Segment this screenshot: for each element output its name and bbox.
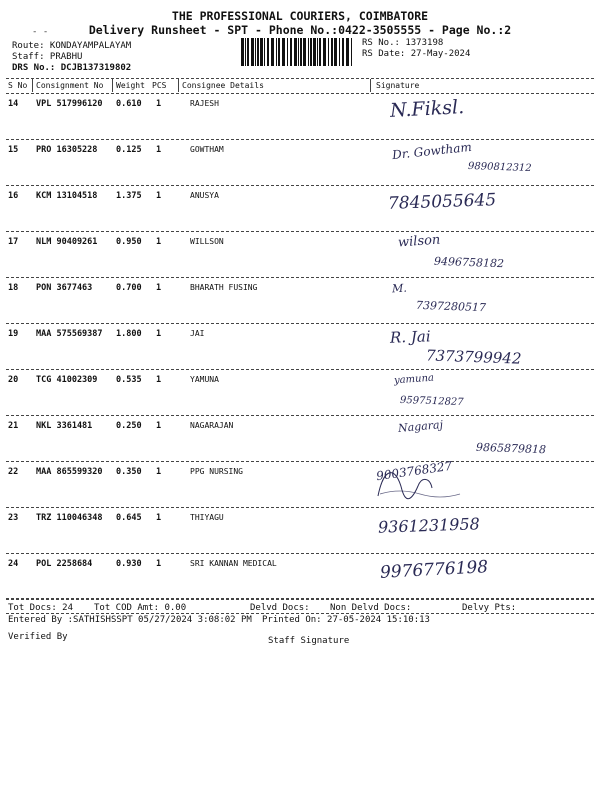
barcode-bar (241, 38, 244, 66)
signature-stroke-icon (370, 462, 594, 508)
handwritten-signature: 7845055645 (387, 190, 497, 214)
signature-stroke-icon (370, 186, 594, 232)
row-consignee-name: BHARATH FUSING (190, 283, 258, 292)
signature-area (370, 186, 594, 232)
barcode-bar (298, 38, 299, 66)
total-cod-amount: Tot COD Amt: 0.00 (94, 603, 187, 613)
printed-on: Printed On: 27-05-2024 15:10:13 (262, 615, 430, 625)
row-consignee-name: RAJESH (190, 99, 219, 108)
row-consignee-name: SRI KANNAN MEDICAL (190, 559, 277, 568)
row-weight: 0.610 (116, 99, 142, 109)
row-pcs: 1 (156, 513, 162, 523)
column-divider (112, 79, 113, 92)
row-serial-number: 16 (8, 191, 19, 201)
row-weight: 0.950 (116, 237, 142, 247)
handwritten-signature: yamuna (393, 372, 435, 387)
col-header-consignee: Consignee Details (182, 81, 264, 90)
col-header-sno: S No (8, 81, 28, 90)
barcode-bar (317, 38, 318, 66)
table-row (0, 416, 600, 462)
handwritten-signature: R. Jai (389, 327, 431, 347)
row-pcs: 1 (156, 467, 162, 477)
barcode-bar (331, 38, 333, 66)
handwritten-signature: N.Fiksl. (389, 96, 465, 122)
handwritten-signature: Nagaraj (397, 418, 444, 435)
barcode-bar (271, 38, 274, 66)
signature-stroke-icon (370, 416, 594, 462)
handwritten-signature: Dr. Gowtham (391, 139, 473, 163)
signature-stroke-icon (370, 278, 594, 324)
row-weight: 1.800 (116, 329, 142, 339)
row-weight: 0.250 (116, 421, 142, 431)
signature-area (370, 508, 594, 554)
handwritten-phone-number: 9597512827 (399, 394, 464, 409)
rs-date: RS Date: 27-May-2024 (362, 49, 471, 59)
route-label: Route: KONDAYAMPALAYAM (12, 41, 132, 51)
row-consignee-name: GOWTHAM (190, 145, 224, 154)
signature-area (370, 554, 594, 600)
barcode-bar (294, 38, 297, 66)
drs-number: DRS No.: DCJB137319802 (12, 63, 132, 73)
handwritten-signature: 9003768327 (375, 458, 453, 484)
row-consignment-number: NLM 90409261 (36, 237, 98, 247)
row-serial-number: 20 (8, 375, 19, 385)
barcode-bar (323, 38, 326, 66)
company-title: THE PROFESSIONAL COURIERS, COIMBATORE (171, 9, 429, 23)
barcode-bar (264, 38, 265, 66)
barcode-bar (287, 38, 288, 66)
footer-mid-rule (6, 613, 594, 614)
handwritten-signature: 9976776198 (379, 557, 489, 583)
row-pcs: 1 (156, 559, 162, 569)
row-consignment-number: PON 3677463 (36, 283, 93, 293)
barcode-bar (257, 38, 259, 66)
table-row (0, 324, 600, 370)
signature-stroke-icon (370, 508, 594, 554)
staff-label: Staff: PRABHU (12, 52, 83, 62)
row-consignment-number: PRO 16305228 (36, 145, 98, 155)
footer-top-rule (6, 598, 594, 599)
delivery-points: Delvy Pts: (462, 603, 517, 613)
row-serial-number: 19 (8, 329, 19, 339)
row-weight: 1.375 (116, 191, 142, 201)
signature-area (370, 416, 594, 462)
barcode-bar (267, 38, 269, 66)
column-divider (178, 79, 179, 92)
barcode-bar (278, 38, 280, 66)
rs-number: RS No.: 1373198 (362, 38, 444, 48)
barcode-bar (313, 38, 316, 66)
header-dashes: - - (32, 27, 49, 37)
col-header-weight: Weight (116, 81, 145, 90)
row-serial-number: 22 (8, 467, 19, 477)
row-consignment-number: KCM 13104518 (36, 191, 98, 201)
row-weight: 0.350 (116, 467, 142, 477)
row-pcs: 1 (156, 375, 162, 385)
verified-by: Verified By (8, 632, 68, 642)
signature-area (370, 370, 594, 416)
table-row (0, 370, 600, 416)
row-consignee-name: YAMUNA (190, 375, 219, 384)
row-consignee-name: THIYAGU (190, 513, 224, 522)
row-weight: 0.535 (116, 375, 142, 385)
signature-stroke-icon (370, 94, 594, 140)
signature-area (370, 232, 594, 278)
barcode-bar (276, 38, 277, 66)
barcode-bar (308, 38, 309, 66)
barcode-bar (245, 38, 246, 66)
row-consignee-name: ANUSYA (190, 191, 219, 200)
row-consignee-name: PPG NURSING (190, 467, 243, 476)
entered-by: Entered By :SATHISHSSPT 05/27/2024 3:08:02 PM (8, 615, 252, 625)
row-consignment-number: TCG 41002309 (36, 375, 98, 385)
table-row (0, 232, 600, 278)
barcode-image (241, 38, 353, 66)
row-separator (6, 599, 594, 600)
row-consignee-name: WILLSON (190, 237, 224, 246)
row-pcs: 1 (156, 191, 162, 201)
row-serial-number: 14 (8, 99, 19, 109)
barcode-bar (351, 38, 352, 66)
row-weight: 0.125 (116, 145, 142, 155)
signature-area (370, 458, 594, 508)
handwritten-phone-number: 7397280517 (415, 298, 487, 315)
handwritten-phone-number: 7373799942 (425, 346, 522, 368)
col-header-consignment: Consignment No (36, 81, 104, 90)
row-consignment-number: POL 2258684 (36, 559, 93, 569)
row-consignee-name: JAI (190, 329, 205, 338)
signature-stroke-icon (370, 232, 594, 278)
signature-stroke-icon (370, 140, 594, 186)
row-serial-number: 23 (8, 513, 19, 523)
row-consignment-number: TRZ 110046348 (36, 513, 103, 523)
table-row (0, 186, 600, 232)
row-consignment-number: MAA 865599320 (36, 467, 103, 477)
signature-area (370, 140, 594, 186)
row-pcs: 1 (156, 329, 162, 339)
row-serial-number: 15 (8, 145, 19, 155)
signature-stroke-icon (370, 324, 594, 370)
handwritten-signature: 9361231958 (377, 514, 481, 537)
row-pcs: 1 (156, 421, 162, 431)
barcode-bar (342, 38, 344, 66)
handwritten-phone-number: 9890812312 (467, 160, 532, 175)
signature-area (370, 278, 594, 324)
row-weight: 0.700 (116, 283, 142, 293)
row-consignee-name: NAGARAJAN (190, 421, 234, 430)
handwritten-phone-number: 9865879818 (475, 440, 547, 457)
table-row (0, 554, 600, 600)
row-weight: 0.645 (116, 513, 142, 523)
barcode-bar (328, 38, 329, 66)
row-pcs: 1 (156, 99, 162, 109)
row-pcs: 1 (156, 283, 162, 293)
table-row (0, 278, 600, 324)
row-pcs: 1 (156, 237, 162, 247)
total-docs: Tot Docs: 24 (8, 603, 74, 613)
handwritten-phone-number: 9496758182 (433, 254, 505, 271)
barcode-bar (282, 38, 285, 66)
column-divider (32, 79, 33, 92)
table-row (0, 140, 600, 186)
barcode-bar (251, 38, 254, 66)
handwritten-signature: M. (391, 281, 408, 296)
row-pcs: 1 (156, 145, 162, 155)
non-delivered-docs: Non Delvd Docs: (330, 603, 412, 613)
signature-area (370, 324, 594, 370)
barcode-bar (310, 38, 312, 66)
row-serial-number: 18 (8, 283, 19, 293)
barcode-bar (334, 38, 337, 66)
barcode-bar (319, 38, 321, 66)
barcode-bar (303, 38, 306, 66)
barcode-bar (260, 38, 263, 66)
table-row (0, 508, 600, 554)
column-divider (370, 79, 371, 92)
signature-stroke-icon (370, 554, 594, 600)
barcode-bar (300, 38, 302, 66)
row-serial-number: 17 (8, 237, 19, 247)
table-row (0, 94, 600, 140)
row-serial-number: 21 (8, 421, 19, 431)
barcode-bar (247, 38, 249, 66)
barcode-bar (290, 38, 292, 66)
delivered-docs: Delvd Docs: (250, 603, 310, 613)
row-consignment-number: VPL 517996120 (36, 99, 103, 109)
signature-stroke-icon (370, 370, 594, 416)
barcode-bar (255, 38, 256, 66)
row-consignment-number: NKL 3361481 (36, 421, 93, 431)
staff-signature: Staff Signature (268, 636, 350, 646)
table-row (0, 458, 600, 508)
runsheet-subtitle: Delivery Runsheet - SPT - Phone No.:0422-3505555 - Page No.:2 (88, 23, 512, 37)
barcode-bar (346, 38, 349, 66)
handwritten-signature: wilson (397, 232, 441, 251)
col-header-pcs: PCS (152, 81, 167, 90)
row-weight: 0.930 (116, 559, 142, 569)
barcode-bar (339, 38, 340, 66)
col-header-signature: Signature (376, 81, 420, 90)
header-top-rule (6, 78, 594, 79)
row-serial-number: 24 (8, 559, 19, 569)
row-consignment-number: MAA 575569387 (36, 329, 103, 339)
signature-area (370, 94, 594, 140)
